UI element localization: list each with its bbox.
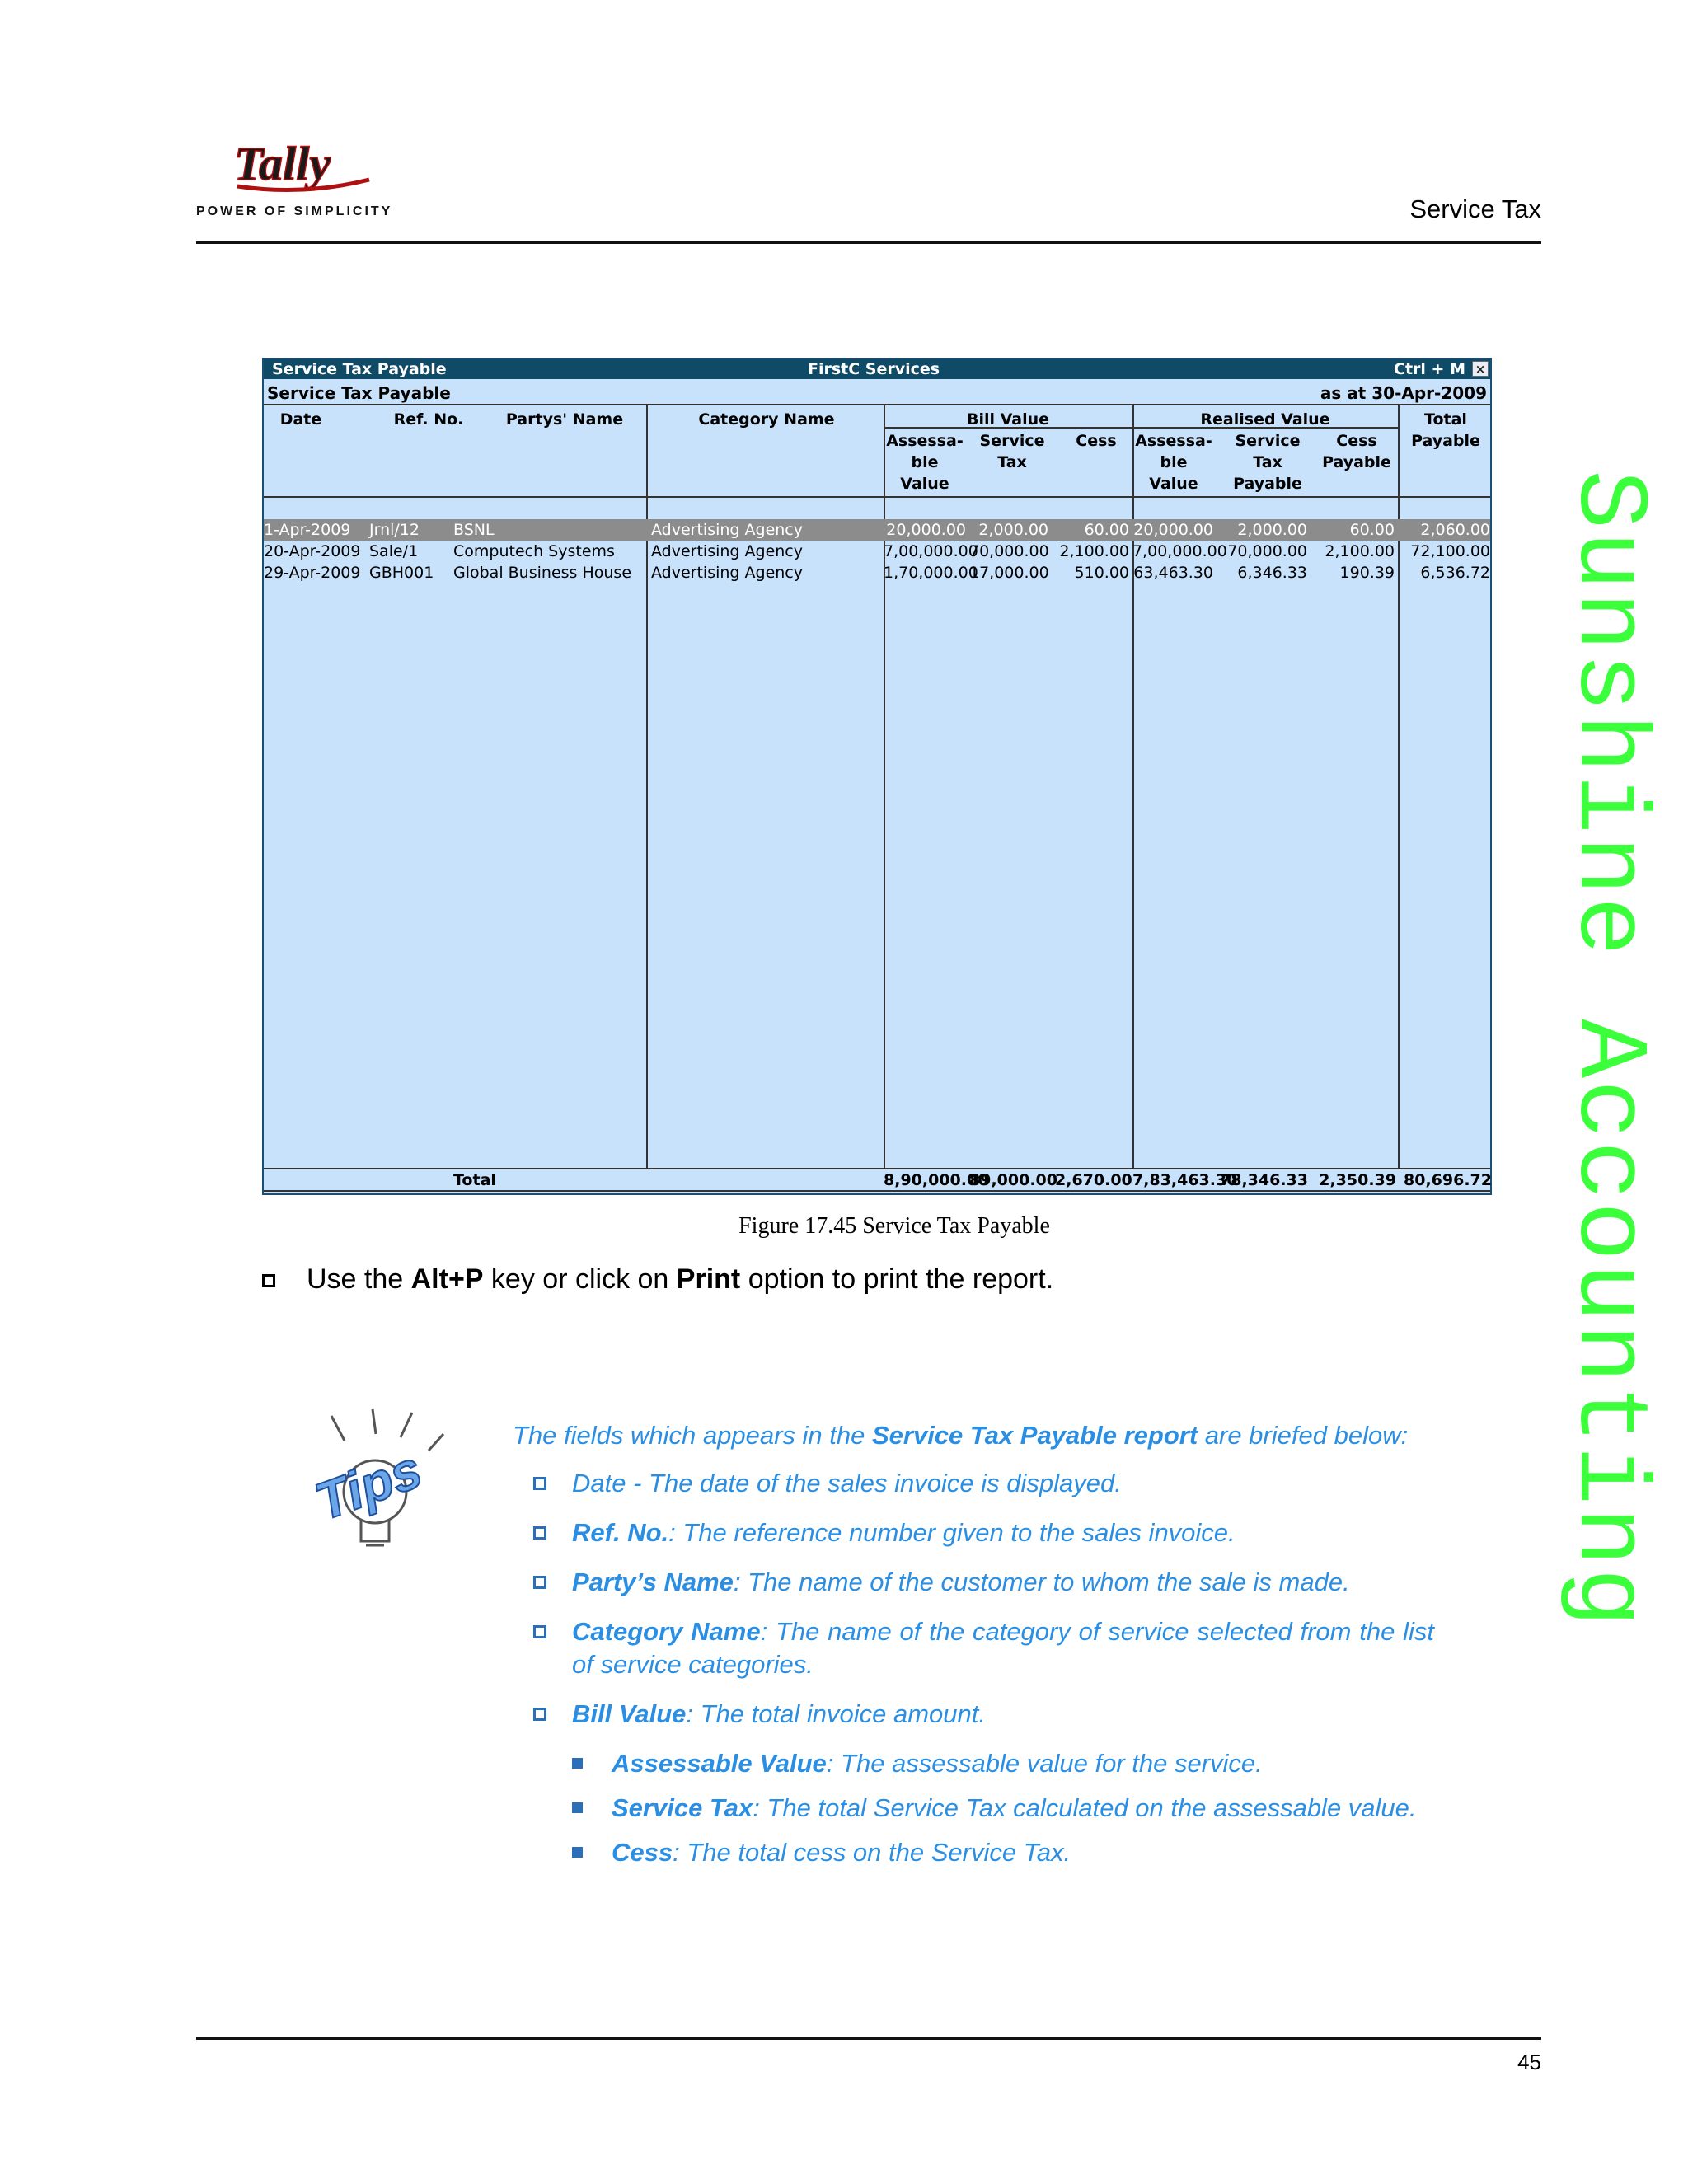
total-payable: 80,696.72 (1404, 1171, 1492, 1189)
instruction-pre: Use the (307, 1263, 411, 1295)
list-item (513, 1516, 1434, 1549)
tip-text: : The assessable value for the service. (826, 1749, 1263, 1778)
col-bill-cess: Cess (1076, 432, 1117, 450)
row-party: Computech Systems (453, 542, 615, 560)
watermark (1551, 470, 1663, 1722)
col-real-service-tax-line: Tax (1253, 453, 1282, 471)
row-bill-cess: 510.00 (1074, 564, 1129, 582)
figure-caption: Figure 17.45 Service Tax Payable (738, 1213, 1050, 1239)
col-realised-value: Realised Value (1200, 410, 1330, 429)
col-real-service-tax-line: Service (1235, 432, 1301, 450)
company-name: FirstC Services (808, 360, 940, 378)
total-bill-cess: 2,670.00 (1055, 1171, 1132, 1189)
shortcut-label[interactable]: Ctrl + M (1394, 360, 1465, 378)
tip-term: Category Name (572, 1617, 761, 1646)
list-item (513, 1615, 1434, 1681)
logo-tagline: POWER OF SIMPLICITY (196, 204, 393, 218)
col-real-cess (1317, 430, 1396, 473)
tips-intro (513, 1419, 1434, 1452)
tip-term: Ref. No. (572, 1518, 669, 1547)
instruction-mid: key or click on (483, 1263, 677, 1295)
col-bill-service-tax (969, 430, 1055, 473)
list-item (513, 1792, 1434, 1825)
bullet-square-icon (262, 1274, 275, 1287)
row-real-assessable: 63,463.30 (1133, 564, 1213, 582)
row-date: 20-Apr-2009 (264, 542, 361, 560)
row-bill-tax: 70,000.00 (969, 542, 1049, 560)
bullet-square-icon (533, 1625, 546, 1638)
row-category: Advertising Agency (651, 521, 803, 539)
list-item (513, 1698, 1434, 1731)
report-subheader (264, 379, 1490, 405)
row-party: Global Business House (453, 564, 632, 582)
list-item (513, 1836, 1434, 1869)
list-item (513, 1467, 1434, 1500)
row-bill-tax: 2,000.00 (978, 521, 1048, 539)
table-row[interactable] (264, 541, 1490, 562)
instruction-line (262, 1263, 1053, 1296)
report-window (262, 358, 1492, 1195)
logo-text: Tally (234, 137, 331, 190)
tip-term: Cess (612, 1838, 673, 1867)
total-real-cess: 2,350.39 (1319, 1171, 1396, 1189)
tip-term: Party’s Name (572, 1568, 734, 1596)
tips-icon-label: Tips (307, 1439, 429, 1532)
col-real-assessable (1134, 430, 1213, 494)
section-title: Service Tax (1409, 194, 1541, 223)
total-real-tax: 78,346.33 (1220, 1171, 1308, 1189)
col-bill-assessable-line: Assessa- (886, 432, 964, 450)
total-bill-assessable: 8,90,000.00 (884, 1171, 989, 1189)
report-date: as at 30-Apr-2009 (1320, 383, 1487, 403)
footer-divider (196, 2037, 1541, 2040)
instruction-post: option to print the report. (740, 1263, 1054, 1295)
col-bill-value: Bill Value (966, 410, 1050, 429)
row-ref: Jrnl/12 (369, 521, 420, 539)
row-bill-assessable: 7,00,000.00 (884, 542, 978, 560)
row-bill-assessable: 20,000.00 (886, 521, 966, 539)
tips-intro-pre: The fields which appears in the (513, 1421, 872, 1450)
row-category: Advertising Agency (651, 564, 803, 582)
col-payable: Payable (1411, 432, 1480, 450)
list-item (513, 1747, 1434, 1780)
tip-text: : The reference number given to the sales invoice. (668, 1518, 1236, 1547)
tip-text: : The name of the customer to whom the sale is made. (733, 1568, 1350, 1596)
row-bill-cess: 60.00 (1084, 521, 1129, 539)
row-bill-cess: 2,100.00 (1059, 542, 1129, 560)
col-bill-service-tax-line: Tax (997, 453, 1027, 471)
window-title: Service Tax Payable (272, 360, 447, 378)
row-date: 29-Apr-2009 (264, 564, 361, 582)
list-item (513, 1566, 1434, 1599)
tally-logo-mark (229, 132, 377, 198)
col-bill-service-tax-line: Service (979, 432, 1045, 450)
bullet-square-icon (533, 1526, 546, 1540)
col-total: Total (1424, 410, 1467, 429)
tips-list (513, 1467, 1434, 1731)
row-real-cess: 60.00 (1349, 521, 1395, 539)
row-real-cess: 190.39 (1339, 564, 1395, 582)
col-real-assessable-line: ble (1160, 453, 1188, 471)
col-real-cess-line: Cess (1336, 432, 1377, 450)
tip-text: Date - The date of the sales invoice is displayed. (572, 1469, 1122, 1497)
tips-sub-list (513, 1747, 1434, 1869)
col-real-service-tax-line: Payable (1233, 475, 1302, 493)
total-row (264, 1169, 1490, 1192)
table-row[interactable] (264, 562, 1490, 583)
page-number: 45 (1517, 2050, 1541, 2074)
row-real-tax: 6,346.33 (1237, 564, 1307, 582)
watermark-text: Sunshine Accounting (1551, 470, 1663, 1629)
row-party: BSNL (453, 521, 495, 539)
bullet-filled-square-icon (572, 1802, 583, 1813)
row-total: 72,100.00 (1410, 542, 1490, 560)
tip-term: Bill Value (572, 1699, 687, 1728)
tip-term: Assessable Value (612, 1749, 827, 1778)
bullet-filled-square-icon (572, 1758, 583, 1769)
tip-text: : The total Service Tax calculated on the assessable value. (753, 1793, 1417, 1822)
tips-panel (513, 1419, 1434, 1881)
instruction-key: Alt+P (410, 1263, 484, 1295)
col-bill-assessable-line: Value (900, 475, 950, 493)
col-party: Partys' Name (505, 410, 624, 429)
total-label: Total (453, 1171, 496, 1189)
total-real-assessable: 7,83,463.30 (1132, 1171, 1238, 1189)
bullet-square-icon (533, 1477, 546, 1490)
row-real-tax: 2,000.00 (1237, 521, 1307, 539)
close-icon[interactable]: × (1472, 361, 1489, 377)
row-date: 1-Apr-2009 (264, 521, 351, 539)
tips-lightbulb-icon (297, 1401, 462, 1566)
window-titlebar (264, 359, 1490, 379)
tip-term: Service Tax (612, 1793, 753, 1822)
row-category: Advertising Agency (651, 542, 803, 560)
table-row[interactable] (264, 519, 1490, 541)
col-real-cess-line: Payable (1322, 453, 1391, 471)
bullet-filled-square-icon (572, 1847, 583, 1858)
bullet-square-icon (533, 1576, 546, 1589)
col-date: Date (279, 410, 322, 429)
col-ref: Ref. No. (393, 410, 464, 429)
tip-text: : The name of the category of service selected from the list of service categories. (572, 1617, 1434, 1679)
instruction-option: Print (676, 1263, 741, 1295)
tips-intro-bold: Service Tax Payable report (871, 1421, 1198, 1450)
tips-intro-post: are briefed below: (1198, 1421, 1409, 1450)
row-ref: GBH001 (369, 564, 434, 582)
row-total: 6,536.72 (1420, 564, 1490, 582)
header-bottom-rule (264, 496, 1490, 498)
row-real-assessable: 20,000.00 (1133, 521, 1213, 539)
col-real-service-tax (1225, 430, 1311, 494)
row-total: 2,060.00 (1420, 521, 1490, 539)
report-name: Service Tax Payable (267, 383, 451, 403)
tip-text: : The total cess on the Service Tax. (673, 1838, 1071, 1867)
col-bill-assessable-line: ble (911, 453, 939, 471)
col-real-assessable-line: Assessa- (1135, 432, 1212, 450)
tip-text: : The total invoice amount. (686, 1699, 986, 1728)
bullet-square-icon (533, 1708, 546, 1721)
col-bill-assessable (885, 430, 964, 494)
row-real-cess: 2,100.00 (1325, 542, 1395, 560)
col-real-assessable-line: Value (1149, 475, 1198, 493)
col-category: Category Name (698, 410, 835, 429)
header-divider (196, 241, 1541, 244)
row-ref: Sale/1 (369, 542, 419, 560)
row-bill-assessable: 1,70,000.00 (884, 564, 978, 582)
row-bill-tax: 17,000.00 (969, 564, 1049, 582)
row-real-tax: 70,000.00 (1227, 542, 1307, 560)
total-bill-tax: 89,000.00 (969, 1171, 1057, 1189)
row-real-assessable: 7,00,000.00 (1132, 542, 1227, 560)
